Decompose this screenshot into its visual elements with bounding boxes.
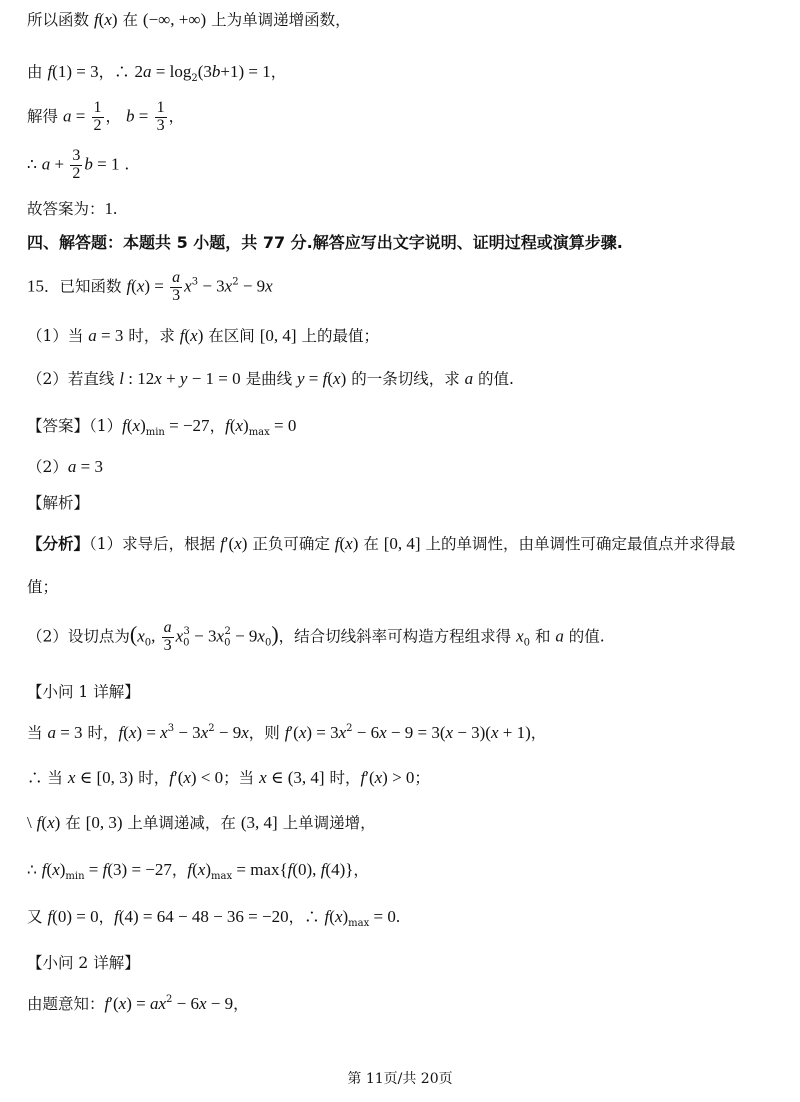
- fenxi-line-cont: 值；: [27, 578, 59, 596]
- text-line: 解得 a = $\frac{1}{2}$ ， b = $\frac{1}{3}$ ，: [27, 99, 185, 134]
- answer-line-2: （2）a = 3: [27, 457, 103, 476]
- question-15: 15．已知函数 f(x) = $\frac{a}{3}$ $x^3 - 3x^2 - 9x$: [27, 269, 273, 304]
- question-15-part-2: （2）若直线 l : 12x + y − 1 = 0 是曲线 y = f(x) 的一条切线，求 a 的值.: [27, 369, 514, 388]
- solution-line: 当 a = 3 时，$f(x) = x^3 - 3x^2 - 9x$，则 $f'(x) = 3x^2 - 6x - 9 = 3(x - 3)(x + 1)$，: [27, 723, 547, 742]
- section-heading: 四、解答题：本题共 5 小题，共 77 分.解答应写出文字说明、证明过程或演算步骤.: [27, 233, 623, 252]
- solution-line: ∴ 当 x ∈ [0, 3) 时，f′(x) < 0；当 x ∈ (3, 4] 时，f′(x) > 0；: [27, 768, 430, 787]
- fenxi-line: 【分析】（1）求导后，根据 f′(x) 正负可确定 f(x) 在 [0, 4] 上的单调性，由单调性可确定最值点并求得最: [27, 534, 736, 553]
- solution-line: \ f(x) 在 [0, 3) 上单调递减，在 (3, 4] 上单调递增，: [27, 813, 376, 832]
- question-15-part-1: （1）当 a = 3 时，求 f(x) 在区间 [0, 4] 上的最值；: [27, 326, 379, 345]
- page-footer: 第 11页/共 20页: [347, 1071, 453, 1087]
- text-line: 所以函数 f(x) 在 (−∞, +∞) 上为单调递增函数，: [27, 10, 351, 29]
- answer-line: 【答案】$(1)f(x)_{min} = -27$，$f(x)_{max} = 0$: [27, 416, 297, 438]
- text-line: 故答案为：1.: [27, 199, 118, 218]
- fenxi-line-2: （2）设切点为($x_0$, $\frac{a}{3}$ $x_0^3 - 3x_0^2 - 9x_0$)，结合切线斜率可构造方程组求得 $x_0$ 和 a 的值.: [27, 619, 605, 654]
- part-1-heading: 【小问 1 详解】: [27, 683, 140, 701]
- text-line: 由 f(1) = 3，∴ $2a = \log_2(3b+1) = 1$，: [27, 62, 287, 84]
- solution-line: 由题意知：$f'(x) = ax^2 - 6x - 9$，: [27, 994, 249, 1013]
- solution-line: 又 f(0) = 0，f(4) = 64 − 48 − 36 = −20，∴ $f(x)_{max} = 0$.: [27, 907, 401, 929]
- part-2-heading: 【小问 2 详解】: [27, 954, 140, 972]
- text-line: ∴ a + $\frac{3}{2}$ b = 1 .: [27, 147, 130, 182]
- solution-line: ∴ $f(x)_{min} = f(3) = -27$，$f(x)_{max} = \max\{f(0)$, f(4)}，: [27, 860, 369, 882]
- analysis-label: 【解析】: [27, 494, 90, 512]
